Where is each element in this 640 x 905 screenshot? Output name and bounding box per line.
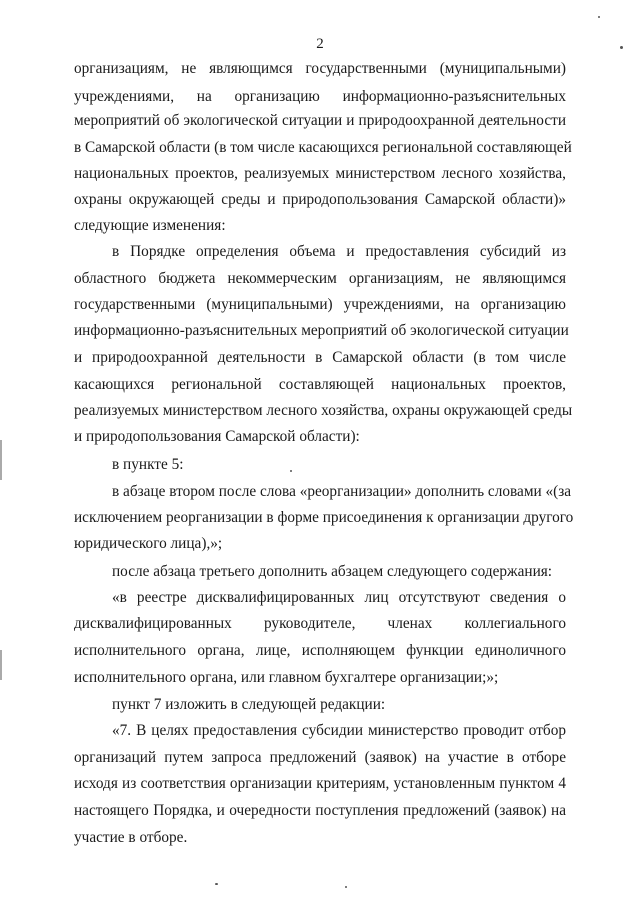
- text-line: «в реестре дисквалифицированных лиц отсутствуют сведения о: [112, 589, 566, 606]
- text-line: исключением реорганизации в форме присоединения к организации другого: [74, 509, 574, 526]
- scan-edge-mark: [0, 650, 2, 680]
- text-line: исходя из соответствия организации критериям, установленным пунктом 4: [74, 775, 566, 792]
- text-line: охраны окружающей среды и природопользования Самарской области)»: [74, 191, 566, 208]
- text-line: организаций путем запроса предложений (заявок) на участие в отборе: [74, 749, 566, 766]
- text-line: и природоохранной деятельности в Самарской области (в том числе: [74, 349, 566, 366]
- text-line: «7. В целях предоставления субсидии министерство проводит отбор: [112, 722, 566, 739]
- text-line: информационно-разъяснительных мероприятий об экологической ситуации: [74, 322, 569, 339]
- text-line: пункт 7 изложить в следующей редакции:: [112, 696, 386, 713]
- text-line: в Самарской области (в том числе касающихся региональной составляющей: [74, 139, 572, 156]
- text-line: национальных проектов, реализуемых министерством лесного хозяйства,: [74, 165, 566, 182]
- scan-speck: [290, 470, 292, 472]
- text-line: после абзаца третьего дополнить абзацем следующего содержания:: [112, 563, 553, 580]
- text-line: в пункте 5:: [112, 456, 184, 473]
- scan-speck: [215, 883, 218, 885]
- text-line: касающихся региональной составляющей национальных проектов,: [74, 376, 566, 393]
- text-line: государственными (муниципальными) учреждениями, на организацию: [74, 296, 566, 313]
- text-line: реализуемых министерством лесного хозяйства, охраны окружающей среды: [74, 402, 573, 419]
- text-line: мероприятий об экологической ситуации и природоохранной деятельности: [74, 112, 566, 129]
- text-line: юридического лица),»;: [74, 535, 223, 552]
- text-line: областного бюджета некоммерческим организациям, не являющимся: [74, 270, 566, 287]
- text-line: участие в отборе.: [74, 829, 188, 846]
- text-line: в абзаце втором после слова «реорганизации» дополнить словами «(за: [112, 483, 572, 500]
- text-line: организациям, не являющимся государственными (муниципальными): [74, 60, 566, 77]
- scan-speck: [345, 886, 347, 888]
- text-line: настоящего Порядка, и очередности поступления предложений (заявок) на: [74, 802, 566, 819]
- scan-speck: [598, 16, 600, 18]
- scan-edge-mark: [0, 440, 2, 480]
- scan-speck: [620, 46, 623, 49]
- page-number: 2: [316, 36, 324, 52]
- text-line: в Порядке определения объема и предоставления субсидий из: [112, 243, 566, 260]
- text-line: исполнительного органа, лице, исполняющем функции единоличного: [74, 642, 566, 659]
- text-line: исполнительного органа, или главном бухгалтере организации;»;: [74, 669, 499, 686]
- text-line: и природопользования Самарской области):: [74, 428, 360, 445]
- text-line: следующие изменения:: [74, 217, 226, 234]
- text-line: учреждениями, на организацию информационно-разъяснительных: [74, 88, 566, 105]
- text-line: дисквалифицированных руководителе, членах коллегиального: [74, 615, 566, 632]
